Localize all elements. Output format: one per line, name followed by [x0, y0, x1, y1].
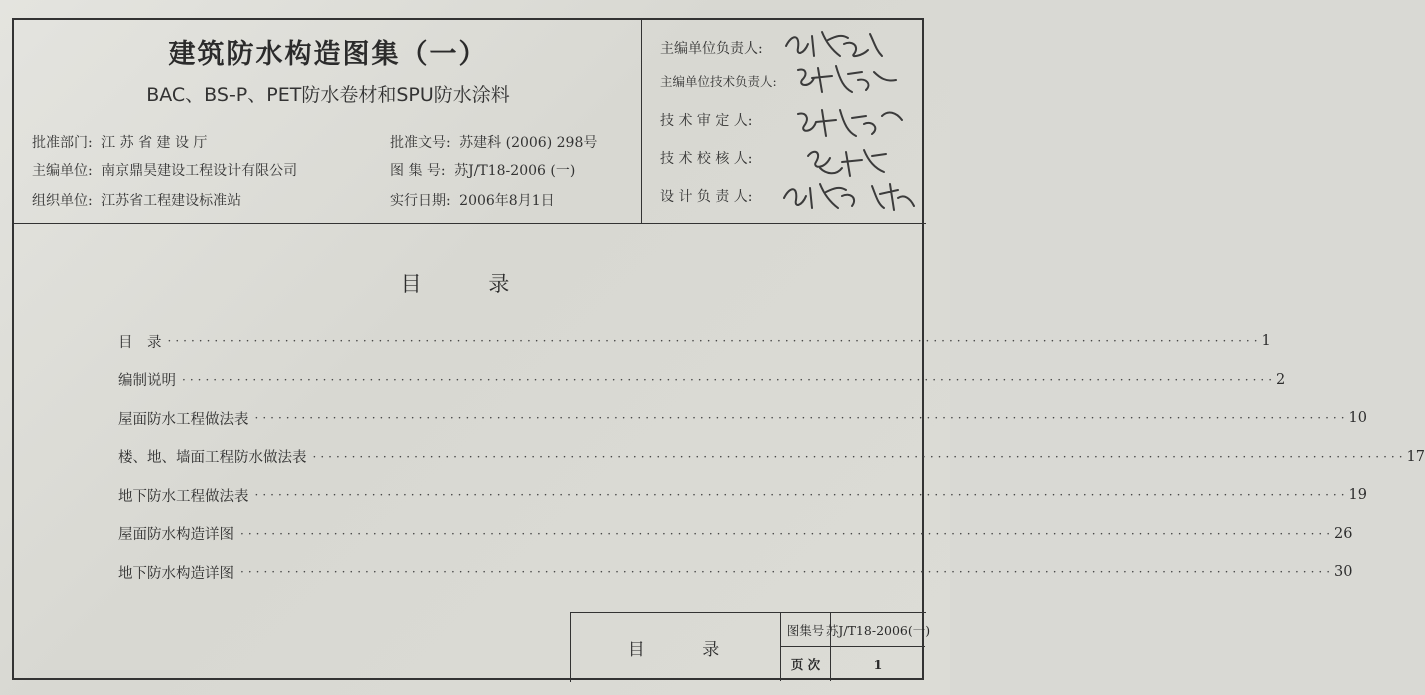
toc-leader-dots: ············································································································································ [167, 334, 1262, 349]
toc-item-label: 屋面防水工程做法表 [118, 411, 249, 428]
toc-leader-dots: ············································································································································ [182, 372, 1277, 387]
toc-leader-dots: ············································································································································ [240, 565, 1335, 580]
atlas-subtitle: BAC、BS-P、PET防水卷材和SPU防水涂料 [146, 84, 510, 106]
toc-item-label: 楼、地、墙面工程防水做法表 [118, 450, 307, 467]
contents-title: 目 录 [400, 272, 540, 296]
atlas-no-value: 苏J/T18-2006 (一) [454, 163, 576, 179]
approval-dept-row [32, 132, 207, 152]
toc-item[interactable] [118, 553, 1353, 592]
tech-review-label: 技 术 审 定 人: [660, 113, 753, 129]
toc-leader-dots: ············································································································································ [254, 411, 1349, 426]
signature-design-lead-icon [780, 176, 920, 216]
toc-item-label: 地下防水构造详图 [118, 565, 234, 582]
toc-item[interactable] [118, 361, 1286, 400]
drawing-frame [12, 18, 1425, 680]
editor-unit-label: 主编单位: [32, 163, 93, 179]
toc-item-label: 地下防水工程做法表 [118, 488, 249, 505]
toc-item-label: 编制说明 [118, 373, 176, 390]
toc-item-label: 目 录 [118, 334, 162, 351]
approval-no-label: 批准文号: [390, 135, 451, 151]
page-cell-label: 页 次 [781, 647, 831, 681]
approval-no-value: 苏建科 (2006) 298号 [459, 135, 598, 151]
toc-item-page: 26 [1334, 525, 1353, 542]
signature-editor-tech-icon [792, 60, 902, 98]
table-of-contents [118, 322, 1425, 592]
header-block [14, 20, 926, 224]
atlas-no-row [390, 160, 575, 180]
toc-item-page: 2 [1276, 371, 1286, 388]
editor-unit-row [32, 160, 297, 180]
editor-unit-value: 南京鼎昊建设工程设计有限公司 [101, 163, 298, 179]
signature-tech-review-icon [792, 102, 912, 142]
effective-date-label: 实行日期: [390, 193, 451, 209]
editor-tech-label: 主编单位技术负责人: [660, 74, 777, 89]
signoff-block [642, 20, 926, 224]
toc-item[interactable] [118, 476, 1367, 515]
atlas-no-label: 图 集 号: [390, 163, 446, 179]
editor-head-label: 主编单位负责人: [660, 41, 763, 57]
organizer-value: 江苏省工程建设标准站 [101, 193, 242, 209]
design-lead-label: 设 计 负 责 人: [660, 189, 753, 205]
approval-dept-value: 江 苏 省 建 设 厅 [101, 135, 208, 151]
organizer-label: 组织单位: [32, 193, 93, 209]
approval-no-row [390, 132, 597, 152]
toc-leader-dots: ············································································································································ [254, 488, 1349, 503]
toc-leader-dots: ············································································································································ [312, 449, 1407, 464]
page-cell-value: 1 [873, 656, 883, 672]
toc-item-page: 19 [1348, 487, 1367, 504]
toc-item[interactable] [118, 515, 1353, 554]
atlas-no-cell-value: 苏J/T18-2006(一) [831, 613, 925, 647]
toc-item-label: 屋面防水构造详图 [118, 527, 234, 544]
toc-leader-dots: ············································································································································ [240, 526, 1335, 541]
approval-dept-label: 批准部门: [32, 135, 93, 151]
atlas-no-cell-label: 图集号 [781, 613, 831, 647]
effective-date-value: 2006年8月1日 [459, 193, 555, 209]
toc-item-page: 30 [1334, 564, 1353, 581]
toc-item[interactable] [118, 399, 1367, 438]
atlas-title: 建筑防水构造图集（一） [168, 39, 488, 70]
toc-item[interactable] [118, 322, 1271, 361]
toc-item-page: 1 [1261, 333, 1271, 350]
effective-date-row [390, 190, 555, 210]
toc-item-page: 17 [1406, 448, 1425, 465]
title-block [570, 612, 931, 682]
signature-editor-head-icon [782, 26, 892, 62]
organizer-row [32, 190, 241, 210]
header-info [14, 20, 642, 224]
tech-check-label: 技 术 校 核 人: [660, 151, 753, 167]
toc-item[interactable] [118, 438, 1425, 477]
sheet-name: 目 录 [571, 613, 781, 681]
toc-item-page: 10 [1348, 410, 1367, 427]
